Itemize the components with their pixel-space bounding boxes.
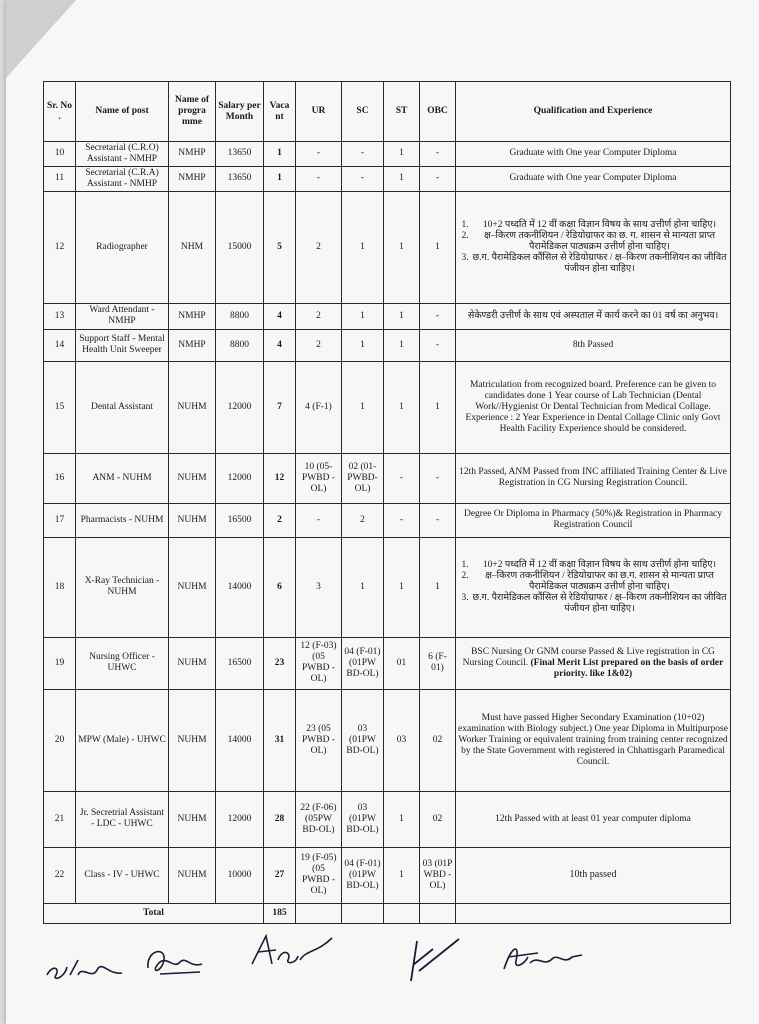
header-post: Name of post [76,82,169,142]
cell-sc: 1 [342,191,384,303]
qualification-item: 2. क्ष–किरण तकनीशियन / रेडियोग्राफर का छ.ग. शासन से मान्यता प्राप्त पैरामेडिकल पाठ्यक्रम उत्तीर्ण होना चाहिए। [471,571,728,593]
cell-sr: 19 [44,637,76,689]
cell-st: 03 [384,689,420,791]
table-row [44,637,731,689]
cell-qualification [456,191,731,303]
qualification-text: Matriculation from recognized board. Preference can be given to candidates done 1 Year course of Lab Technician (Dental Work//Hygienist Or Dental Technician from Medical Collage. Experience : 2 Year Experience in Dental Collage Clinic only Govt Health Facility Experience should be considered. [465,379,721,434]
header-vacant: Vaca nt [264,82,296,142]
cell-st: 01 [384,637,420,689]
cell-vacant: 4 [264,329,296,361]
total-value: 185 [264,903,296,923]
cell-obc: 02 [420,689,456,791]
cell-sr: 21 [44,791,76,847]
cell-st: - [384,503,420,537]
cell-salary: 16500 [216,503,264,537]
vacancy-table [43,81,731,924]
qualification-text: BSC Nursing Or GNM course Passed & Live registration in CG Nursing Council. [462,646,715,668]
cell-sc: - [342,166,384,191]
cell-obc: - [420,303,456,329]
cell-qualification [456,329,731,361]
cell-salary: 14000 [216,689,264,791]
cell-st: 1 [384,847,420,903]
cell-st: - [384,453,420,503]
cell-salary: 13650 [216,166,264,191]
cell-qualification [456,791,731,847]
qualification-text: 12th Passed, ANM Passed from INC affiliated Training Center & Live Registration in CG Nursing Registration Council. [459,467,727,489]
cell-qualification [456,847,731,903]
table-row [44,537,731,637]
cell-st: 1 [384,791,420,847]
cell-vacant: 28 [264,791,296,847]
cell-st: 1 [384,303,420,329]
cell-sr: 16 [44,453,76,503]
cell-programme: NMHP [169,329,216,361]
cell-post: Secretarial (C.R.A) Assistant - NMHP [76,166,169,191]
cell-vacant: 4 [264,303,296,329]
cell-st: 1 [384,329,420,361]
cell-salary: 12000 [216,453,264,503]
cell-sr: 20 [44,689,76,791]
qualification-text: सेकेण्डरी उत्तीर्ण के साथ एवं अस्पताल में कार्य करने का 01 वर्ष का अनुभव। [467,310,719,321]
cell-sr: 14 [44,329,76,361]
cell-obc: - [420,166,456,191]
cell-post: Secretarial (C.R.O) Assistant - NMHP [76,142,169,167]
cell-ur: 2 [296,303,342,329]
cell-vacant: 12 [264,453,296,503]
cell-st: 1 [384,166,420,191]
cell-st: 1 [384,191,420,303]
cell-programme: NUHM [169,453,216,503]
cell-sc: 03 (01PW BD-OL) [342,791,384,847]
cell-programme: NUHM [169,537,216,637]
cell-st: 1 [384,537,420,637]
cell-sr: 17 [44,503,76,537]
cell-qualification [456,303,731,329]
cell-salary: 8800 [216,329,264,361]
signature-1 [42,945,132,985]
cell-obc: 1 [420,537,456,637]
cell-post: Radiographer [76,191,169,303]
cell-programme: NMHP [169,166,216,191]
cell-vacant: 7 [264,361,296,453]
cell-ur: 2 [296,191,342,303]
signature-3 [248,930,338,970]
cell-ur: 4 (F-1) [296,361,342,453]
qualification-text: 8th Passed [572,339,614,350]
cell-sc: 1 [342,329,384,361]
table-row [44,191,731,303]
cell-obc: - [420,142,456,167]
cell-ur: 3 [296,537,342,637]
cell-obc: 03 (01P WBD -OL) [420,847,456,903]
table-row [44,453,731,503]
qualification-text: Graduate with One year Computer Diploma [509,148,677,159]
cell-vacant: 5 [264,191,296,303]
cell-programme: NUHM [169,847,216,903]
table-row [44,791,731,847]
cell-programme: NUHM [169,689,216,791]
header-st: ST [384,82,420,142]
qualification-text: 12th Passed with at least 01 year computer diploma [495,813,691,824]
qualification-list [458,560,728,615]
total-label: Total [44,903,264,923]
cell-obc: 1 [420,191,456,303]
cell-ur: 12 (F-03) (05 PWBD -OL) [296,637,342,689]
cell-st: 1 [384,361,420,453]
cell-sc: 04 (F-01) (01PW BD-OL) [342,637,384,689]
cell-sr: 22 [44,847,76,903]
page-fold-shadow [6,0,76,78]
cell-post: Support Staff - Mental Health Unit Sweeper [76,329,169,361]
cell-salary: 10000 [216,847,264,903]
table-row [44,689,731,791]
cell-vacant: 27 [264,847,296,903]
cell-ur: - [296,142,342,167]
cell-obc: - [420,329,456,361]
qualification-item: 1. 10+2 पध्दति में 12 वीं कक्षा विज्ञान विषय के साथ उत्तीर्ण होना चाहिए। [471,220,728,231]
cell-sr: 13 [44,303,76,329]
qualification-text: Graduate with One year Computer Diploma [509,173,677,184]
table-row [44,503,731,537]
cell-qualification [456,637,731,689]
cell-sc: 2 [342,503,384,537]
cell-post: X-Ray Technician - NUHM [76,537,169,637]
cell-obc: 1 [420,361,456,453]
cell-sc: 1 [342,303,384,329]
cell-sc: 04 (F-01) (01PW BD-OL) [342,847,384,903]
cell-post: Jr. Secretrial Assistant - LDC - UHWC [76,791,169,847]
header-sr: Sr. No . [44,82,76,142]
qualification-text: Degree Or Diploma in Pharmacy (50%)& Registration in Pharmacy Registration Council [463,509,722,531]
qualification-note: (Final Merit List prepared on the basis of order priority. like 1&02) [530,657,724,679]
cell-qualification [456,166,731,191]
table-row [44,329,731,361]
cell-sc: - [342,142,384,167]
cell-obc: 6 (F-01) [420,637,456,689]
cell-sr: 15 [44,361,76,453]
cell-qualification [456,689,731,791]
cell-vacant: 2 [264,503,296,537]
cell-post: Ward Attendant - NMHP [76,303,169,329]
header-obc: OBC [420,82,456,142]
cell-qualification [456,142,731,167]
cell-salary: 12000 [216,791,264,847]
cell-qualification [456,361,731,453]
cell-ur: 2 [296,329,342,361]
cell-post: Dental Assistant [76,361,169,453]
qualification-item: 1. 10+2 पध्दति में 12 वीं कक्षा विज्ञान विषय के साथ उत्तीर्ण होना चाहिए। [471,560,728,571]
cell-ur: 22 (F-06) (05PW BD-OL) [296,791,342,847]
cell-vacant: 6 [264,537,296,637]
cell-salary: 13650 [216,142,264,167]
cell-programme: NUHM [169,503,216,537]
cell-salary: 14000 [216,537,264,637]
cell-post: Pharmacists - NUHM [76,503,169,537]
header-qualification: Qualification and Experience [456,82,731,142]
cell-ur: 10 (05-PWBD -OL) [296,453,342,503]
cell-programme: NUHM [169,361,216,453]
qualification-text: Must have passed Higher Secondary Examination (10+02) examination with Biology subject.) One year Diploma in Multipurpose Worker Training or equivalent training from training center recognized by the State Government with registered in Chhattisgarh Paramedical Council. [458,712,728,767]
cell-sc: 1 [342,361,384,453]
header-sc: SC [342,82,384,142]
cell-programme: NMHP [169,303,216,329]
table-row [44,166,731,191]
cell-post: Class - IV - UHWC [76,847,169,903]
cell-ur: - [296,503,342,537]
cell-qualification [456,453,731,503]
qualification-item: 3. छ.ग. पैरामेडिकल कौंसिल से रेडियोग्राफर / क्ष–किरण तकनीशियन का जीवित पंजीयन होना चाहिए। [471,593,728,615]
signature-5 [498,935,588,975]
cell-salary: 12000 [216,361,264,453]
cell-sr: 18 [44,537,76,637]
total-row [44,903,731,923]
cell-vacant: 1 [264,142,296,167]
cell-vacant: 31 [264,689,296,791]
cell-ur: - [296,166,342,191]
table-row [44,847,731,903]
cell-qualification [456,503,731,537]
header-programme: Name of progra mme [169,82,216,142]
cell-programme: NMHP [169,142,216,167]
table-row [44,142,731,167]
qualification-item: 2. क्ष–किरण तकनीशियन / रेडियोग्राफर का छ. ग. शासन से मान्यता प्राप्त पैरामेडिकल पाठ्यक्रम उत्तीर्ण होना चाहिए। [471,231,728,253]
cell-salary: 15000 [216,191,264,303]
header-salary: Salary per Month [216,82,264,142]
table-header-row [44,82,731,142]
cell-programme: NUHM [169,637,216,689]
cell-sc: 1 [342,537,384,637]
cell-vacant: 1 [264,166,296,191]
cell-post: MPW (Male) - UHWC [76,689,169,791]
cell-sr: 12 [44,191,76,303]
cell-st: 1 [384,142,420,167]
cell-post: ANM - NUHM [76,453,169,503]
cell-salary: 16500 [216,637,264,689]
header-ur: UR [296,82,342,142]
signature-2 [140,940,210,980]
cell-ur: 23 (05 PWBD -OL) [296,689,342,791]
cell-ur: 19 (F-05) (05 PWBD -OL) [296,847,342,903]
cell-qualification [456,537,731,637]
qualification-text: 10th passed [569,869,617,881]
qualification-list [458,220,728,275]
table-row [44,303,731,329]
qualification-item: 3. छ.ग. पैरामेडिकल कौंसिल से रेडियोग्राफर / क्ष–किरण तकनीशियन का जीवित पंजीयन होना चाहिए। [471,253,728,275]
signature-4 [405,935,465,985]
cell-post: Nursing Officer - UHWC [76,637,169,689]
cell-sr: 11 [44,166,76,191]
cell-salary: 8800 [216,303,264,329]
cell-programme: NHM [169,191,216,303]
cell-sc: 03 (01PW BD-OL) [342,689,384,791]
cell-obc: 02 [420,791,456,847]
cell-obc: - [420,453,456,503]
cell-programme: NUHM [169,791,216,847]
cell-vacant: 23 [264,637,296,689]
table-row [44,361,731,453]
cell-obc: - [420,503,456,537]
cell-sr: 10 [44,142,76,167]
cell-sc: 02 (01-PWBD-OL) [342,453,384,503]
